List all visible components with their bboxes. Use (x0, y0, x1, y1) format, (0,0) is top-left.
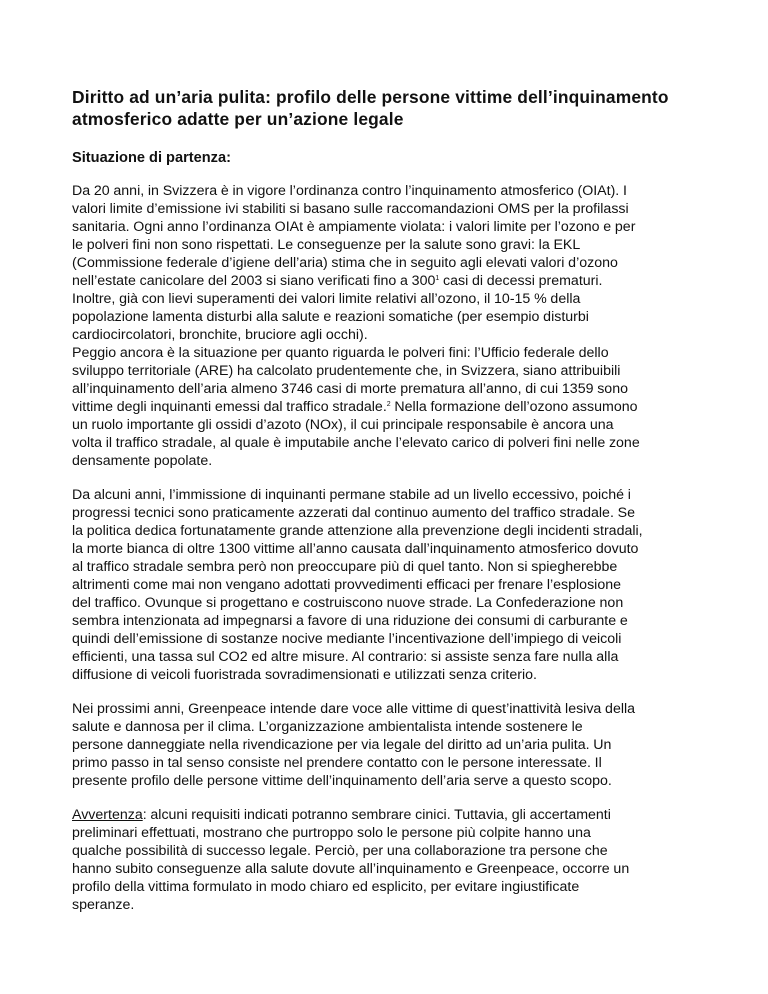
p3-line: la politica dedica fortunatamente grande attenzione alla prevenzione degli incidenti stradali, (72, 523, 643, 539)
paragraph-4 (72, 700, 704, 790)
warning-label: Avvertenza (72, 807, 143, 823)
p1-line: popolazione lamenta disturbi alla salute e reazioni somatiche (per esempio disturbi (72, 309, 589, 325)
paragraph-1 (72, 182, 704, 344)
p5-line-with-label (72, 806, 704, 824)
p4-line: presente profilo delle persone vittime dell’inquinamento dell’aria serve a questo scopo. (72, 773, 612, 789)
p1-line: valori limite d’emissione ivi stabiliti si basano sulle raccomandazioni OMS per la profilassi (72, 201, 629, 217)
p3-line: del traffico. Ovunque si progettano e costruiscono nuove strade. La Confederazione non (72, 595, 624, 611)
p5-text: : alcuni requisiti indicati potranno sembrare cinici. Tuttavia, gli accertamenti (142, 807, 611, 823)
document-title (72, 86, 704, 130)
p2-line: un ruolo importante gli ossidi d’azoto (NOx), il cui principale responsabile è ancora una (72, 417, 614, 433)
title-line-2: atmosferico adatte per un’azione legale (72, 109, 404, 129)
p1-line: Da 20 anni, in Svizzera è in vigore l’ordinanza contro l’inquinamento atmosferico (OIAt). I (72, 183, 627, 199)
p2-text: Nella formazione dell’ozono assumono (390, 399, 638, 415)
p1-line: Inoltre, già con lievi superamenti dei valori limite relativi all’ozono, il 10-15 % della (72, 291, 581, 307)
p1-text: nell’estate canicolare del 2003 si siano verificati fino a 300 (72, 273, 436, 289)
p3-line: sembra intenzionata ad impegnarsi a favore di una riduzione dei consumi di carburante e (72, 613, 628, 629)
p5-line: preliminari effettuati, mostrano che purtroppo solo le persone più colpite hanno una (72, 825, 591, 841)
p2-line: Peggio ancora è la situazione per quanto riguarda le polveri fini: l’Ufficio federale dello (72, 345, 609, 361)
p3-line: quindi dell’emissione di sostanze nocive mediante l’incentivazione dell’impiego di veicoli (72, 631, 622, 647)
p5-line: hanno subito conseguenze alla salute dovute all’inquinamento e Greenpeace, occorre un (72, 861, 630, 877)
p3-line: al traffico stradale sembra però non preoccupare più di quel tanto. Non si spiegherebbe (72, 559, 618, 575)
p4-line: salute e dannosa per il clima. L’organizzazione ambientalista intende sostenere le (72, 719, 583, 735)
section-heading: Situazione di partenza: (72, 150, 231, 166)
p1-line: le polveri fini non sono rispettati. Le conseguenze per la salute sono gravi: la EKL (72, 237, 581, 253)
p3-line: progressi tecnici sono praticamente azzerati dal continuo aumento del traffico stradale. Se (72, 505, 635, 521)
paragraph-5 (72, 806, 704, 914)
p4-line: persone danneggiate nella rivendicazione per via legale del diritto ad un’aria pulita. Un (72, 737, 612, 753)
p1-line: cardiocircolatori, bronchite, bruciore agli occhi). (72, 327, 368, 343)
p1-line: sanitaria. Ogni anno l’ordinanza OIAt è ampiamente violata: i valori limite per l’ozono e per (72, 219, 636, 235)
p3-line: Da alcuni anni, l’immissione di inquinanti permane stabile ad un livello eccessivo, poiché i (72, 487, 631, 503)
p4-line: Nei prossimi anni, Greenpeace intende dare voce alle vittime di quest’inattività lesiva della (72, 701, 636, 717)
p3-line: diffusione di veicoli fuoristrada sovradimensionati e utilizzati senza criterio. (72, 667, 537, 683)
p1-line: (Commissione federale d’igiene dell’aria) stima che in seguito agli elevati valori d’ozono (72, 255, 618, 271)
p1-line-with-footnote (72, 272, 704, 290)
footnote-marker-1: 1 (435, 275, 440, 282)
p2-line: densamente popolate. (72, 453, 213, 469)
p4-line: primo passo in tal senso consiste nel prendere contatto con le persone interessate. Il (72, 755, 602, 771)
p3-line: altrimenti come mai non vengano adottati provvedimenti efficaci per frenare l’esplosione (72, 577, 621, 593)
p5-line: profilo della vittima formulato in modo chiaro ed esplicito, per evitare ingiustificate (72, 879, 580, 895)
p2-line: volta il traffico stradale, al quale è imputabile anche l’elevato carico di polveri fini nelle zone (72, 435, 640, 451)
p3-line: efficienti, una tassa sul CO2 ed altre misure. Al contrario: si assiste senza fare nulla alla (72, 649, 619, 665)
p5-line: qualche possibilità di successo legale. Perciò, per una collaborazione tra persone che (72, 843, 608, 859)
p2-line-with-footnote (72, 398, 704, 416)
p1-text: casi di decessi prematuri. (439, 273, 603, 289)
p5-line: speranze. (72, 897, 135, 913)
p2-text: vittime degli inquinanti emessi dal traffico stradale. (72, 399, 387, 415)
p2-line: sviluppo territoriale (ARE) ha calcolato prudentemente che, in Svizzera, siano attribuibili (72, 363, 621, 379)
footnote-marker-2: 2 (386, 401, 391, 408)
title-line-1: Diritto ad un’aria pulita: profilo delle persone vittime dell’inquinamento (72, 87, 669, 107)
document-page (72, 86, 704, 930)
p2-line: all’inquinamento dell’aria almeno 3746 casi di morte prematura all’anno, di cui 1359 sono (72, 381, 628, 397)
p3-line: la morte bianca di oltre 1300 vittime all’anno causata dall’inquinamento atmosferico dovuto (72, 541, 639, 557)
paragraph-2 (72, 344, 704, 470)
paragraph-3 (72, 486, 704, 684)
